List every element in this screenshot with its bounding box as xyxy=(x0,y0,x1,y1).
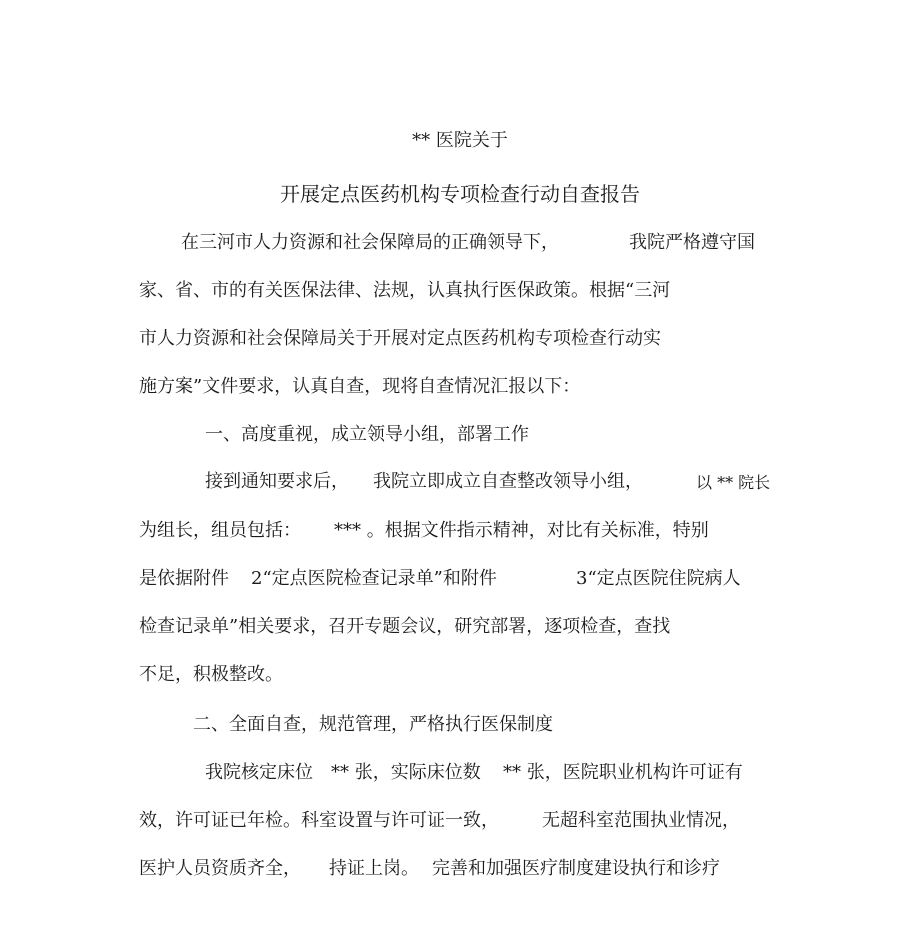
paragraph-text: 检查记录单”相关要求，召开专题会议，研究部署，逐项检查，查找 xyxy=(139,616,671,637)
paragraph-text: 在三河市人力资源和社会保障局的正确领导下， xyxy=(181,232,559,253)
paragraph-text: 我院严格遵守国 xyxy=(629,232,755,253)
paragraph-text: 不足，积极整改。 xyxy=(139,664,283,685)
paragraph-text: 为组长，组员包括： xyxy=(139,520,301,541)
paragraph-text: 接到通知要求后， xyxy=(205,471,349,492)
document-title-line-1: ** 医院关于 xyxy=(412,130,508,151)
document-title-line-2: 开展定点医药机构专项检查行动自查报告 xyxy=(280,182,640,206)
paragraph-text: ** 张，医院职业机构许可证有 xyxy=(503,762,743,783)
paragraph-text: 2“定点医院检查记录单”和附件 xyxy=(251,568,497,589)
paragraph-text: 完善和加强医疗制度建设执行和诊疗 xyxy=(432,858,720,879)
paragraph-text: 我院立即成立自查整改领导小组， xyxy=(373,471,643,492)
paragraph-text: *** 。根据文件指示精神，对比有关标准，特别 xyxy=(334,520,709,541)
paragraph-text: 家、省、市的有关医保法律、法规，认真执行医保政策。根据“三河 xyxy=(139,280,671,301)
paragraph-text: ** 张，实际床位数 xyxy=(331,762,481,783)
paragraph-text: 我院核定床位 xyxy=(205,762,313,783)
paragraph-text: 市人力资源和社会保障局关于开展对定点医药机构专项检查行动实 xyxy=(139,328,661,349)
section-heading: 一、高度重视，成立领导小组，部署工作 xyxy=(205,424,529,445)
paragraph-text: 施方案”文件要求，认真自查，现将自查情况汇报以下： xyxy=(139,376,581,397)
paragraph-text: 3“定点医院住院病人 xyxy=(576,568,741,589)
paragraph-text: 以 ** 院长 xyxy=(696,473,771,492)
paragraph-text: 是依据附件 xyxy=(139,568,229,589)
paragraph-text: 无超科室范围执业情况， xyxy=(542,810,740,831)
paragraph-text: 医护人员资质齐全， xyxy=(139,858,301,879)
paragraph-text: 持证上岗。 xyxy=(329,858,419,879)
paragraph-text: 效，许可证已年检。科室设置与许可证一致， xyxy=(139,810,499,831)
section-heading: 二、全面自查，规范管理，严格执行医保制度 xyxy=(193,714,553,735)
